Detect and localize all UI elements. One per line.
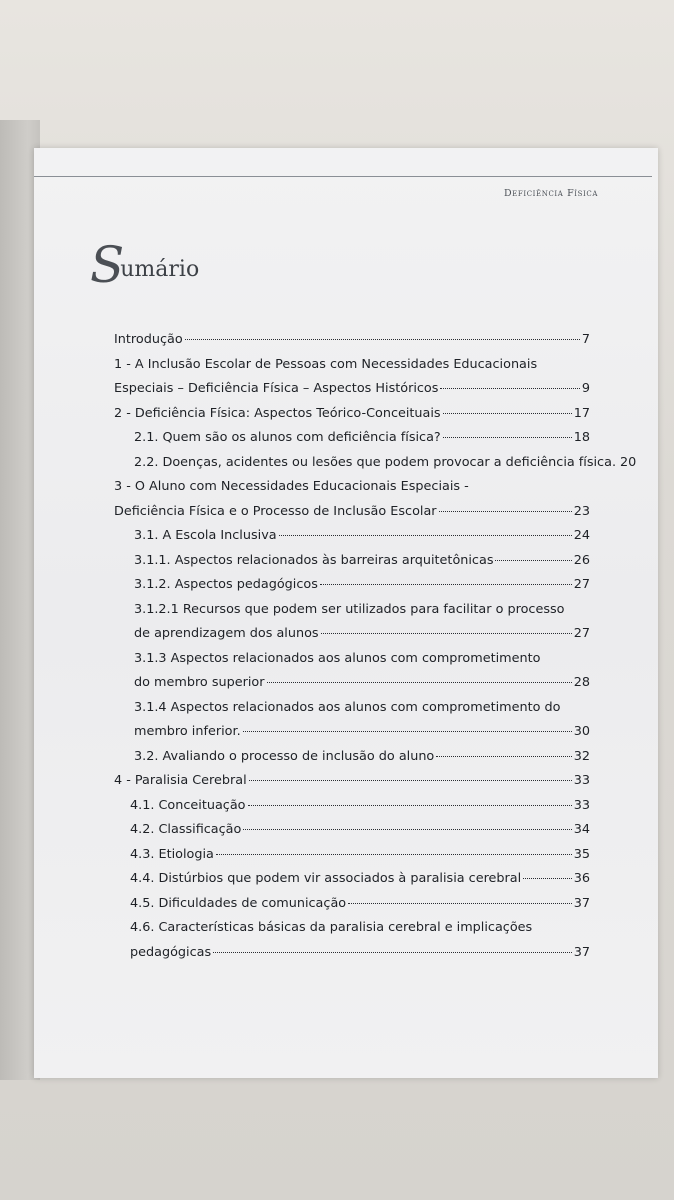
toc-entry-text: 4.1. Conceituação <box>130 797 246 813</box>
toc-entry <box>114 941 590 966</box>
toc-entry-text: 3.1. A Escola Inclusiva <box>134 528 277 543</box>
toc-entry-text: 4.3. Etiologia <box>130 846 214 862</box>
dot-leader <box>248 805 572 806</box>
dot-leader <box>249 780 572 781</box>
dot-leader <box>216 854 572 855</box>
toc-entry-text: 4.5. Dificuldades de comunicação <box>130 895 347 911</box>
toc-entry <box>114 549 590 574</box>
dot-leader <box>279 535 572 536</box>
toc-page-number: 30 <box>573 724 590 739</box>
toc-entry <box>114 843 590 868</box>
toc-entry <box>114 451 637 476</box>
toc-entry-text: 3.1.3 Aspectos relacionados aos alunos com comprometimento <box>134 650 541 666</box>
dot-leader <box>321 633 572 634</box>
toc-page-number: 35 <box>573 846 590 862</box>
toc-entry-text: 1 - A Inclusão Escolar de Pessoas com Necessidades Educacionais <box>114 356 538 372</box>
toc-entry <box>114 769 590 794</box>
toc-entry <box>114 671 590 696</box>
page-title <box>90 230 200 294</box>
toc-entry <box>114 892 590 917</box>
toc-entry-text: do membro superior <box>134 675 265 690</box>
toc-entry <box>114 353 590 378</box>
toc-page-number: 27 <box>573 626 590 641</box>
toc-entry <box>114 426 590 451</box>
toc-entry <box>114 745 590 770</box>
table-of-contents <box>114 328 637 965</box>
running-head: Deficiência Física <box>503 188 598 199</box>
book-page <box>34 148 658 1078</box>
dot-leader <box>348 903 572 904</box>
toc-page-number: 7 <box>581 332 590 347</box>
toc-entry <box>114 573 590 598</box>
toc-entry <box>114 867 590 892</box>
dot-leader <box>443 413 572 414</box>
dot-leader <box>213 952 572 953</box>
toc-entry <box>114 720 590 745</box>
dot-leader <box>320 584 572 585</box>
toc-entry-text: 4.6. Características básicas da paralisia cerebral e implicações <box>130 920 533 935</box>
header-rule <box>34 176 652 177</box>
toc-entry-text: 3.1.2. Aspectos pedagógicos <box>134 577 318 592</box>
toc-entry <box>114 916 590 941</box>
title-initial: S <box>90 236 125 294</box>
dot-leader <box>523 878 572 879</box>
toc-entry-text: 2.1. Quem são os alunos com deficiência física? <box>134 430 441 445</box>
toc-page-number: 36 <box>573 871 590 886</box>
toc-entry-text: 2.2. Doenças, acidentes ou lesões que podem provocar a deficiência física. <box>134 454 617 470</box>
toc-page-number: 26 <box>573 552 590 568</box>
toc-page-number: 32 <box>573 748 590 764</box>
toc-page-number: 17 <box>573 405 590 421</box>
toc-page-number: 28 <box>573 675 590 690</box>
toc-entry-text: 2 - Deficiência Física: Aspectos Teórico-Conceituais <box>114 405 441 421</box>
toc-entry <box>114 598 590 623</box>
dot-leader <box>243 829 571 830</box>
toc-entry-text: 3.1.1. Aspectos relacionados às barreiras arquitetônicas <box>134 552 494 568</box>
dot-leader <box>267 682 572 683</box>
toc-entry <box>114 475 590 500</box>
toc-page-number: 37 <box>573 895 590 911</box>
dot-leader <box>495 560 571 561</box>
toc-entry <box>114 402 590 427</box>
toc-page-number: 34 <box>573 822 590 837</box>
toc-page-number: 9 <box>581 381 590 396</box>
toc-entry <box>114 328 590 353</box>
toc-entry <box>114 377 590 402</box>
dot-leader <box>443 437 572 438</box>
toc-entry-text: 3 - O Aluno com Necessidades Educacionais Especiais - <box>114 479 469 494</box>
toc-entry <box>114 622 590 647</box>
toc-entry-text: 4.2. Classificação <box>130 822 242 837</box>
dot-leader <box>440 388 579 389</box>
toc-entry <box>114 500 590 525</box>
toc-entry <box>114 647 590 672</box>
toc-page-number: 37 <box>573 944 590 960</box>
dot-leader <box>439 511 572 512</box>
toc-entry-text: Deficiência Física e o Processo de Inclusão Escolar <box>114 503 437 519</box>
toc-entry-text: Especiais – Deficiência Física – Aspectos Históricos <box>114 381 439 396</box>
toc-page-number: 27 <box>573 577 590 592</box>
dot-leader <box>243 731 572 732</box>
toc-entry <box>114 696 590 721</box>
toc-entry <box>114 524 590 549</box>
toc-page-number: 24 <box>573 528 590 543</box>
dot-leader <box>185 339 580 340</box>
toc-page-number: 23 <box>573 503 590 519</box>
dot-leader <box>436 756 571 757</box>
toc-entry-text: de aprendizagem dos alunos <box>134 626 319 641</box>
toc-entry-text: membro inferior. <box>134 724 241 739</box>
toc-entry-text: 4.4. Distúrbios que podem vir associados à paralisia cerebral <box>130 871 522 886</box>
toc-page-number: 20 <box>620 454 637 470</box>
toc-page-number: 33 <box>573 773 590 788</box>
title-rest: umário <box>120 257 200 282</box>
toc-entry-text: 3.1.2.1 Recursos que podem ser utilizados para facilitar o processo <box>134 601 565 617</box>
toc-entry <box>114 818 590 843</box>
toc-entry-text: 3.1.4 Aspectos relacionados aos alunos com comprometimento do <box>134 699 561 715</box>
toc-entry-text: 4 - Paralisia Cerebral <box>114 773 247 788</box>
toc-page-number: 33 <box>573 797 590 813</box>
toc-entry <box>114 794 590 819</box>
toc-entry-text: 3.2. Avaliando o processo de inclusão do aluno <box>134 748 435 764</box>
toc-page-number: 18 <box>573 430 590 445</box>
toc-entry-text: pedagógicas <box>130 944 212 960</box>
toc-entry-text: Introdução <box>114 332 183 347</box>
